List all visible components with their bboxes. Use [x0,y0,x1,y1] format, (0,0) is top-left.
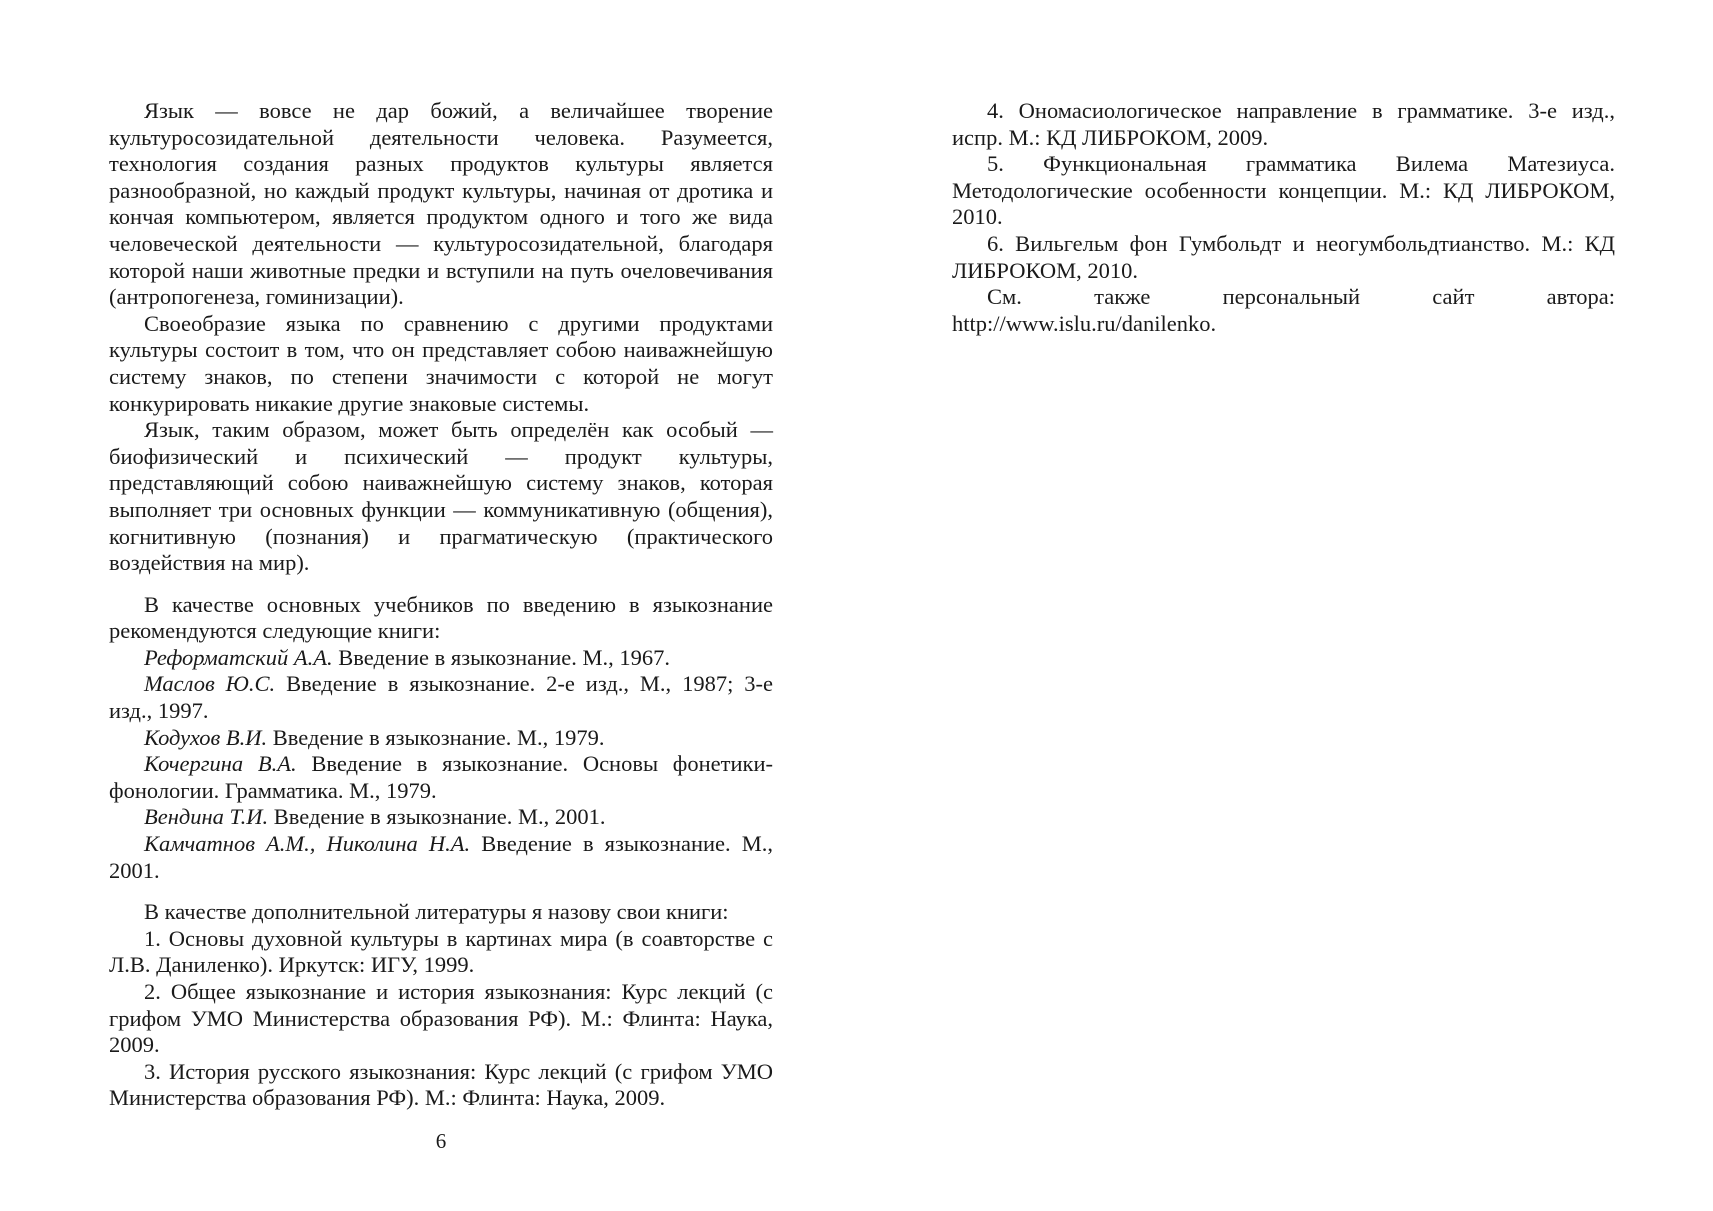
textbook-title: Введение в языкознание. М., 2001. [268,804,606,830]
textbook-title: Введение в языкознание. М., 2001. [109,831,773,883]
textbook-entry [109,751,773,804]
own-book-entry: 5. Функциональная грамматика Вилема Матезиуса. Методологические особенности концепции. М.: КД ЛИБРОКОМ, 2010. [952,151,1615,230]
own-book-entry: 1. Основы духовной культуры в картинах мира (в соавторстве с Л.В. Даниленко). Иркутск: ИГУ, 1999. [109,925,773,978]
textbook-title: Введение в языкознание. М., 1967. [332,644,670,670]
textbook-author: Маслов Ю.С. [144,671,276,697]
own-book-entry: 4. Ономасиологическое направление в грамматике. 3-е изд., испр. М.: КД ЛИБРОКОМ, 2009. [952,98,1615,150]
textbook-entry [109,671,773,724]
left-page [0,0,856,1211]
page-number: 6 [435,1129,447,1153]
right-page [856,0,1713,1211]
textbook-author: Кочергина В.А. [144,751,297,777]
textbooks-intro: В качестве основных учебников по введению в языкознание рекомендуются следующие книги: [109,591,773,644]
own-book-entry: 3. История русского языкознания: Курс лекций (с грифом УМО Министерства образования РФ). М.: Флинта: Наука, 2009. [109,1058,773,1111]
textbook-title: Введение в языкознание. 2-е изд., М., 1987; 3-е изд., 1997. [109,671,773,724]
paragraph-language-creation: Язык — вовсе не дар божий, а величайшее творение культуросозидательной деятельности человека. Разумеется, технология создания разных продуктов культуры является разнообразной, но каждый продукт культуры, начиная от дротика и кончая компьютером, является продуктом одного и того же вида человеческой деятельности — культуросозидательной, благодаря которой наши животные предки и вступили на путь очеловечивания (антропогенеза, гоминизации). [109,98,773,310]
author-site-note: См. также персональный сайт автора: http://www.islu.ru/danilenko. [952,284,1615,336]
own-book-entry: 2. Общее языкознание и история языкознания: Курс лекций (с грифом УМО Министерства образования РФ). М.: Флинта: Наука, 2009. [109,979,773,1058]
left-text-column [109,98,773,1112]
textbook-author: Реформатский А.А. [144,644,333,670]
textbook-title: Введение в языкознание. М., 1979. [267,724,605,750]
additional-literature-intro: В качестве дополнительной литературы я назову свои книги: [144,899,729,925]
textbook-title: Введение в языкознание. Основы фонетики-фонологии. Грамматика. М., 1979. [109,751,773,803]
textbook-entry [109,725,773,752]
textbook-entry [109,804,773,831]
textbook-author: Вендина Т.И. [144,804,269,830]
textbook-entry [109,645,773,672]
textbook-author: Кодухов В.И. [144,724,268,750]
textbook-author: Камчатнов А.М., Николина Н.А. [144,831,471,857]
textbook-entry [109,831,773,884]
right-text-column [952,98,1615,337]
paragraph-language-uniqueness: Своеобразие языка по сравнению с другими продуктами культуры состоит в том, что он представляет собою наиважнейшую систему знаков, по степени значимости с которой не могут конкурировать никакие другие знаковые системы. [109,310,773,416]
own-book-entry: 6. Вильгельм фон Гумбольдт и неогумбольдтианство. М.: КД ЛИБРОКОМ, 2010. [952,230,1615,283]
paragraph-language-definition: Язык, таким образом, может быть определён как особый — биофизический и психический — продукт культуры, представляющий собою наиважнейшую систему знаков, которая выполняет три основных функции — коммуникативную (общения), когнитивную (познания) и прагматическую (практического воздействия на мир). [109,417,773,576]
